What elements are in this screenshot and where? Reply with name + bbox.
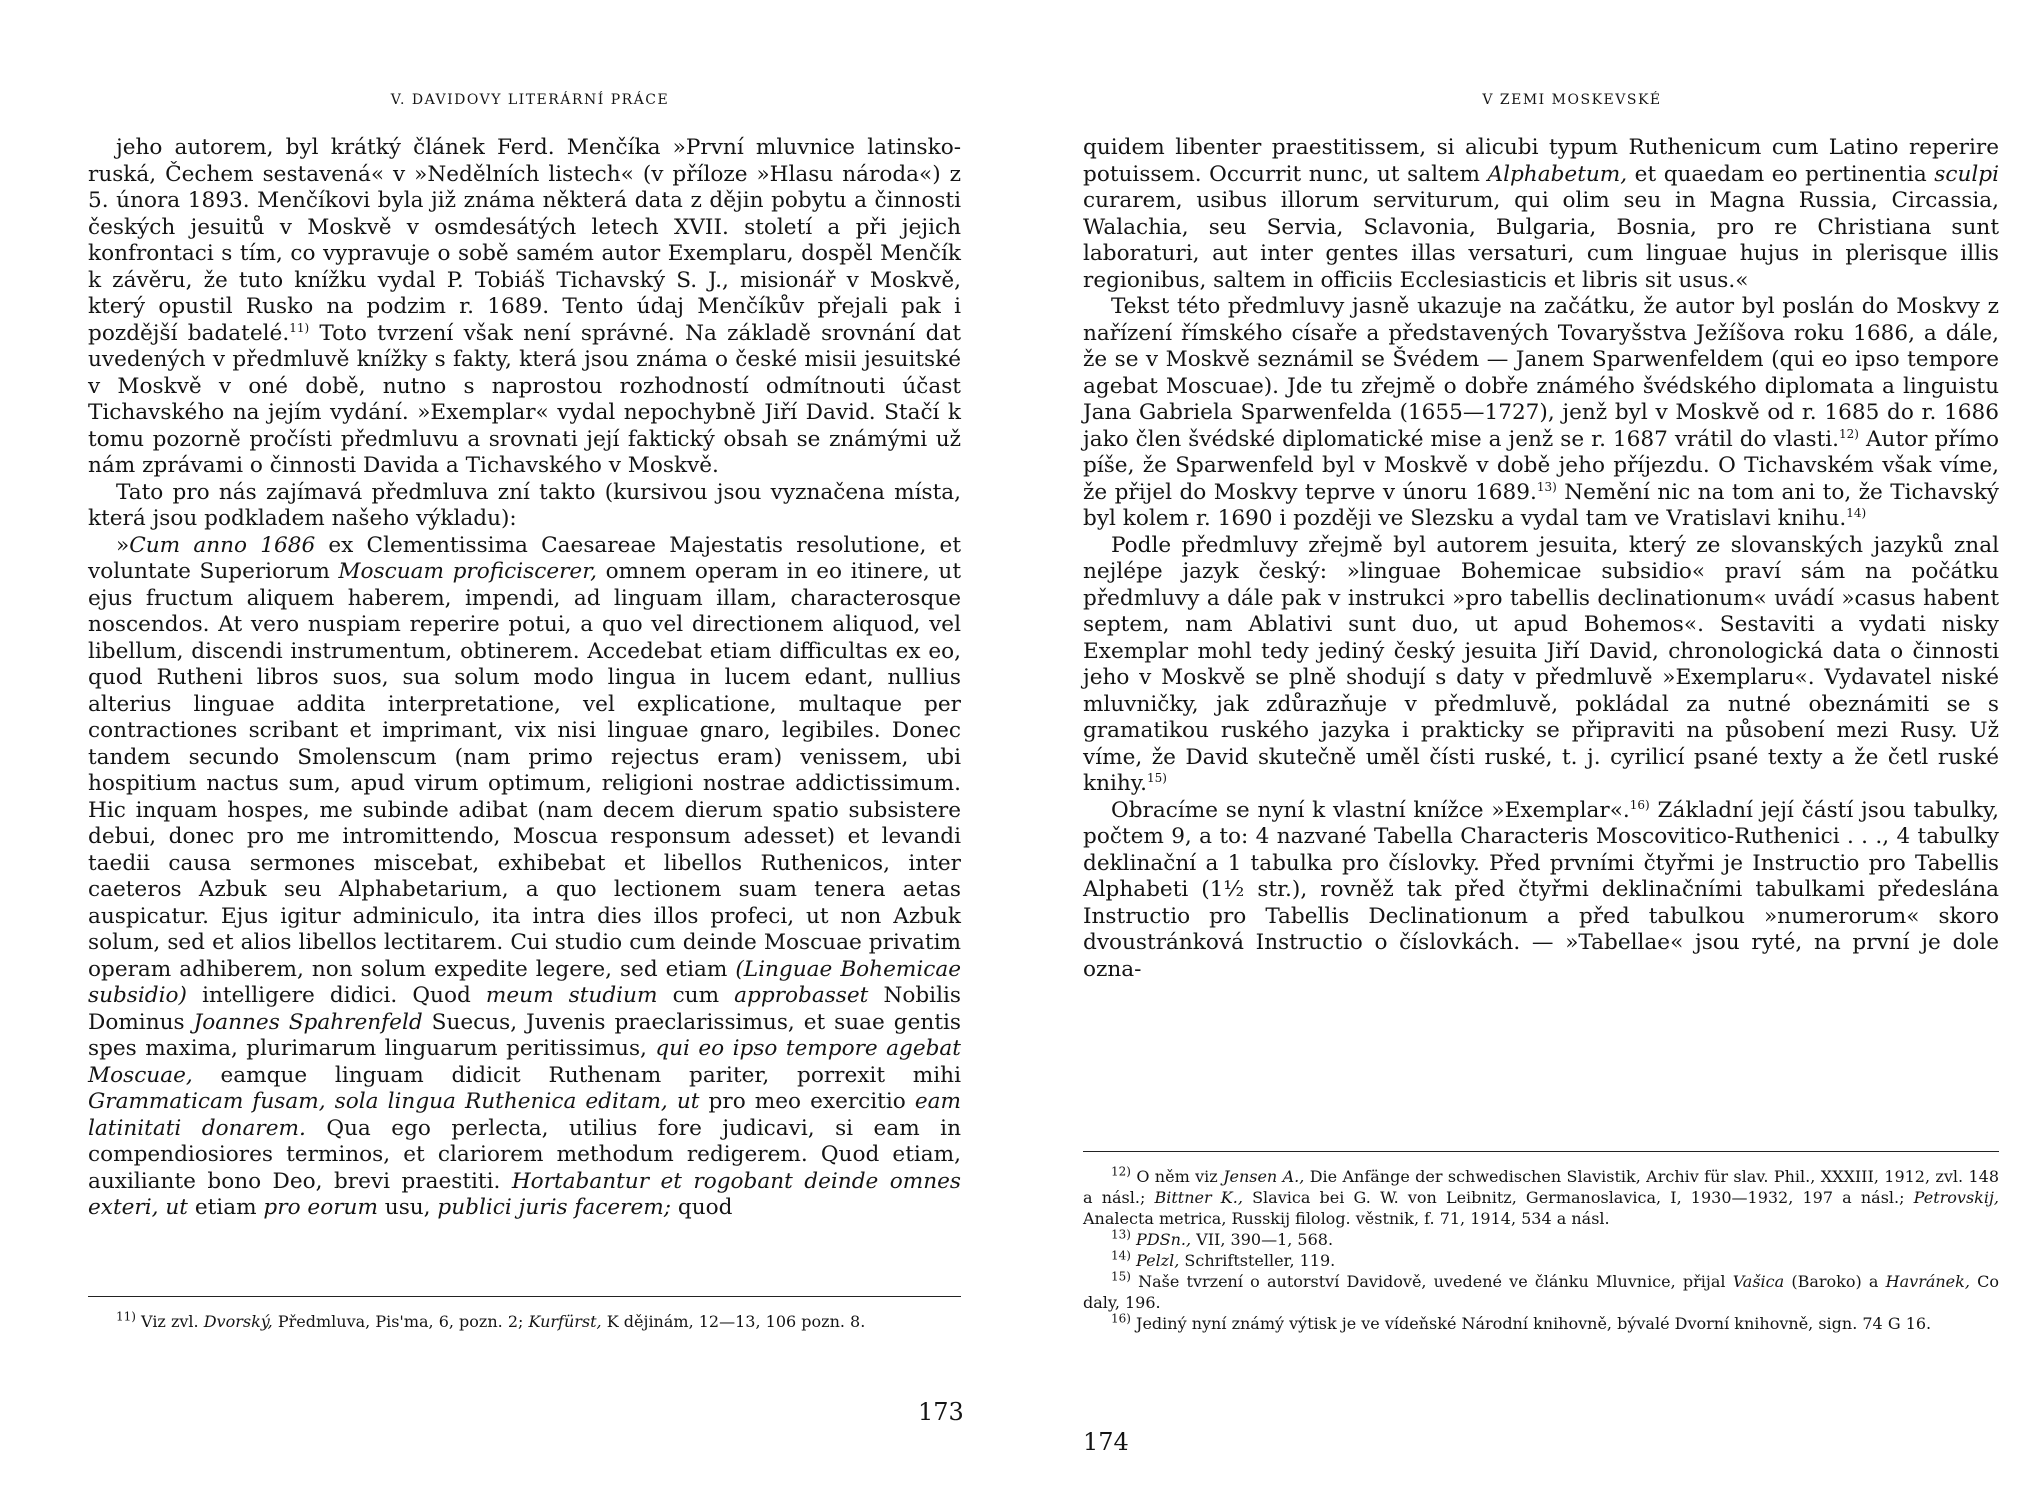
paragraph	[88, 533, 961, 1222]
text-run: et quaedam eo pertinentia	[1627, 161, 1935, 187]
italic-run: meum studium	[485, 983, 658, 1008]
paragraph	[1083, 798, 1999, 984]
running-head: V ZEMI MOSKEVSKÉ	[1482, 92, 1662, 108]
text-run: curarem, usibus illorum serviturum, qui olim seu in Magna Russia, Circassia, Walachia, seu Servia, Sclavonia, Bulgaria, Bosnia, pro re Christiana sunt laboraturi, aut inter gentes illas versaturi, cum linguae hujus in plerisque illis regionibus, saltem in officiis Ecclesiasticis et libris sit usus.«	[1083, 188, 1999, 293]
text-run: VII, 390—1, 568.	[1191, 1230, 1334, 1249]
italic-run: Cum anno 1686	[129, 532, 316, 558]
italic-run: qui eo ipso tempore agebat Moscuae,	[88, 1036, 961, 1088]
italic-run: sculpi	[1934, 161, 1999, 187]
right-page	[1017, 0, 2034, 1500]
paragraph	[88, 135, 961, 480]
text-run: quidem libenter praestitissem, si alicubi typum Ruthenicum cum Latino reperire potuissem. Occurrit nunc, ut saltem	[1083, 135, 1999, 187]
text-run: Naše tvrzení o autorství Davidově, uvedené ve článku Mluvnice, přijal	[1130, 1272, 1733, 1291]
text-run: Schriftsteller, 119.	[1179, 1251, 1336, 1270]
italic-run: Moscuam proficiscerer,	[338, 559, 598, 584]
text-run: Die Anfänge der schwedischen Slavistik, Archiv für slav. Phil., XXXIII, 1912, zvl. 148 a násl.;	[1083, 1167, 2000, 1207]
italic-run: Bittner K.,	[1154, 1188, 1243, 1207]
text-run: Suecus, Juvenis praeclarissimus, et suae gentis spes maxima, plurimarum linguarum peritissimus,	[88, 1009, 961, 1061]
text-run: eamque linguam didicit Ruthenam pariter, porrexit mihi	[192, 1062, 961, 1088]
italic-run: Joannes Spahrenfeld	[193, 1009, 423, 1035]
footnotes	[88, 1311, 961, 1332]
footnote	[1083, 1229, 1999, 1250]
text-run: quod	[671, 1195, 733, 1220]
footnote	[88, 1311, 961, 1332]
italic-run: Grammaticam fusam, sola lingua Ruthenica editam, ut	[88, 1089, 700, 1114]
footnote-marker: 12)	[1839, 426, 1859, 441]
paragraph	[1083, 294, 1999, 533]
italic-run: eam latinitati donarem.	[88, 1089, 961, 1141]
text-run: cum	[657, 983, 735, 1008]
text-run: K dějinám, 12—13, 106 pozn. 8.	[601, 1312, 866, 1331]
footnote-marker: 16)	[1629, 797, 1650, 812]
text-run: Autor přímo píše, že Sparwenfeld byl v Moskvě v době jeho příjezdu. O Tichavském však víme, že přijel do Moskvy teprve v únoru 1689.	[1083, 426, 1999, 505]
text-run: (Baroko) a	[1784, 1272, 1886, 1291]
italic-run: Kurfürst,	[528, 1312, 602, 1331]
text-run: Předmluva, Pis'ma, 6, pozn. 2;	[272, 1312, 529, 1331]
italic-run: PDSn.,	[1136, 1230, 1192, 1249]
body-text	[88, 135, 961, 1222]
text-run: »	[116, 532, 130, 558]
text-run: O něm viz	[1130, 1167, 1224, 1186]
footnotes	[1083, 1166, 1999, 1334]
text-run: jeho autorem, byl krátký článek Ferd. Menčíka »První mluvnice latinsko-ruská, Čechem sestavená« v »Nedělních listech« (v příloze »Hlasu národa«) z 5. února 1893. Menčíkovi byla již známa některá data z dějin pobytu a činnosti českých jesuitů v Moskvě v osmdesátých letech XVII. století a při jejich konfrontaci s tím, co vypravuje o sobě samém autor Exemplaru, dospěl Menčík k závěru, že tuto knížku vydal P. Tobiáš Tichavský S. J., misionář v Moskvě, který opustil Rusko na podzim r. 1689. Tento údaj Menčíkův přejali pak i pozdější badatelé.	[88, 135, 961, 346]
footnote-marker: 14)	[1846, 505, 1867, 520]
text-run: intelligere didici. Quod	[186, 983, 486, 1008]
running-head: V. DAVIDOVY LITERÁRNÍ PRÁCE	[390, 92, 670, 108]
italic-run: Pelzl,	[1136, 1251, 1180, 1270]
italic-run: Alphabetum,	[1487, 161, 1628, 187]
italic-run: approbasset	[734, 983, 869, 1008]
italic-run: (Linguae Bohemicae subsidio)	[88, 956, 961, 1008]
text-run: Nobilis Dominus	[88, 983, 961, 1035]
page-number: 174	[1083, 1428, 1129, 1456]
text-run: pro meo exercitio	[699, 1089, 915, 1114]
footnote-marker: 12)	[1111, 1164, 1131, 1179]
text-run: Nemění nic na tom ani to, že Tichavský byl kolem r. 1690 i později ve Slezsku a vydal tam ve Vratislavi knihu.	[1083, 479, 1999, 531]
text-run: omnem operam in eo itinere, ut ejus fructum aliquem haberem, impendi, ad linguam illam, characterosque noscendos. At vero nuspiam reperire potui, a quo vel directionem aliquod, vel libellum, discendi instrumentum, obtinerem. Accedebat etiam difficultas ex eo, quod Rutheni libros suos, sua solum modo lingua in lucem edant, nullius alterius linguae addita interpretatione, vel explicatione, multaque per contractiones scribant et imprimant, vix nisi linguae gnaro, legibiles. Donec tandem secundo Smolenscum (nam primo rejectus eram) venissem, ubi hospitium nactus sum, apud virum optimum, religioni nostrae addictissimum. Hic inquam hospes, me subinde adibat (nam decem dierum spatio subsistere debui, donec pro me intromittendo, Moscua responsum adesset) et levandi taedii causa sermones miscebat, exhibebat et libellos Ruthenicos, inter caeteros Azbuk seu Alphabetarium, a quo lectionem suam tenera aetas auspicatur. Ejus igitur adminiculo, ita intra dies illos profeci, ut non Azbuk solum, sed et alios libellos lectitarem. Cui studio cum deinde Moscuae privatim operam adhiberem, non solum expedite legere, sed etiam	[88, 559, 961, 982]
footnote	[1083, 1250, 1999, 1271]
text-run: Jediný nyní známý výtisk je ve vídeňské Národní knihovně, bývalé Dvorní knihovně, sign. 74 G 16.	[1130, 1314, 1932, 1333]
footnote-marker: 13)	[1536, 479, 1557, 494]
footnote-divider	[1083, 1151, 1999, 1152]
text-run: usu,	[377, 1195, 438, 1220]
italic-run: Dvorský,	[203, 1312, 273, 1331]
text-run: Toto tvrzení však není správné. Na základě srovnání dat uvedených v předmluvě knížky s fakty, která jsou známa o české misii jesuitské v Moskvě v oné době, nutno s naprostou rozhodností odmítnouti účast Tichavského na jejím vydání. »Exemplar« vydal nepochybně Jiří David. Stačí k tomu pozorně pročísti předmluvu a srovnati její faktický obsah se známými už nám zprávami o činnosti Davida a Tichavského v Moskvě.	[88, 320, 962, 478]
paragraph	[1083, 135, 1999, 294]
paragraph	[88, 480, 961, 533]
footnote-marker: 11)	[289, 320, 310, 335]
italic-run: Hortabantur et rogobant deinde omnes exteri, ut	[88, 1168, 961, 1220]
italic-run: Havránek,	[1885, 1272, 1970, 1291]
text-run: ex Clementissima Caesareae Majestatis resolutione, et voluntate Superiorum	[88, 532, 961, 584]
body-text	[1083, 135, 1999, 983]
italic-run: Vašica	[1732, 1272, 1785, 1291]
footnote-marker: 15)	[1111, 1269, 1131, 1284]
text-run: Podle předmluvy zřejmě byl autorem jesuita, který ze slovanských jazyků znal nejlépe jazyk český: »linguae Bohemicae subsidio« praví sám na počátku předmluvy a dále pak v instrukci »pro tabellis declinationum« uvádí »casus habent septem, nam Ablativi sunt duo, ut apud Bohemos«. Sestaviti a vydati nisky Exemplar mohl tedy jediný český jesuita Jiří David, chronologická data o činnosti jeho v Moskvě se plně shodují s daty v předmluvě »Exemplaru«. Vydavatel niské mluvničky, jak zdůrazňuje v předmluvě, pokládal za nutné obeznámiti se s gramatikou ruského jazyka i prakticky se připraviti na působení mezi Rusy. Už víme, že David skutečně uměl čísti ruské, t. j. cyrilicí psané texty a že četl ruské knihy.	[1083, 532, 1999, 796]
footnote-marker: 11)	[116, 1309, 136, 1324]
footnote-marker: 14)	[1111, 1248, 1131, 1263]
italic-run: Jensen A.,	[1223, 1167, 1305, 1186]
text-run: Obracíme se nyní k vlastní knížce »Exemplar«.	[1111, 797, 1630, 823]
footnote	[1083, 1313, 1999, 1334]
text-run: Tekst této předmluvy jasně ukazuje na začátku, že autor byl poslán do Moskvy z nařízení římského císaře a představených Tovaryšstva Ježíšova roku 1686, a dále, že se v Moskvě seznámil se Švédem — Janem Sparwenfeldem (qui eo ipso tempore agebat Moscuae). Jde tu zřejmě o dobře známého švédského diplomata a linguistu Jana Gabriela Sparwenfelda (1655—1727), jenž byl v Moskvě od r. 1685 do r. 1686 jako člen švédské diplomatické mise a jenž se r. 1687 vrátil do vlasti.	[1083, 294, 1999, 452]
footnote-marker: 16)	[1111, 1311, 1131, 1326]
footnote-marker: 13)	[1111, 1227, 1131, 1242]
text-run: Co daly, 196.	[1083, 1272, 1999, 1312]
italic-run: Petrovskij,	[1913, 1188, 2000, 1207]
footnote	[1083, 1271, 1999, 1313]
text-run: Tato pro nás zajímavá předmluva zní takto (kursivou jsou vyznačena místa, která jsou podkladem našeho výkladu):	[88, 479, 961, 531]
text-run: Slavica bei G. W. von Leibnitz, Germanoslavica, I, 1930—1932, 197 a násl.;	[1242, 1188, 1914, 1207]
text-run: Analecta metrica, Russkij filolog. věstnik, f. 71, 1914, 534 a násl.	[1083, 1209, 1610, 1228]
text-run: Základní její částí jsou tabulky, počtem 9, a to: 4 nazvané Tabella Characteris Moscovitico-Ruthenici . . ., 4 tabulky deklinační a 1 tabulka pro číslovky. Před prvními čtyřmi je Instructio pro Tabellis Alphabeti (1½ str.), rovněž tak před čtyřmi deklinačními tabulkami předeslána Instructio pro Tabellis Declinationum a před tabulkou »numerorum« skoro dvoustránková Instructio o číslovkách. — »Tabellae« jsou ryté, na první je dole ozna-	[1083, 797, 1999, 982]
text-run: Viz zvl.	[135, 1312, 204, 1331]
footnote-marker: 15)	[1147, 770, 1167, 785]
text-run: etiam	[187, 1195, 264, 1220]
italic-run: publici juris facerem;	[437, 1195, 672, 1220]
footnote-divider	[88, 1296, 961, 1297]
page-number: 173	[918, 1398, 964, 1426]
paragraph	[1083, 533, 1999, 798]
italic-run: pro eorum	[263, 1195, 378, 1220]
text-run: Qua ego perlecta, utilius fore judicavi, si eam in compendiosiores terminos, et clariorem methodum redigerem. Quod etiam, auxiliante bono Deo, brevi praestiti.	[88, 1115, 961, 1194]
footnote	[1083, 1166, 1999, 1229]
